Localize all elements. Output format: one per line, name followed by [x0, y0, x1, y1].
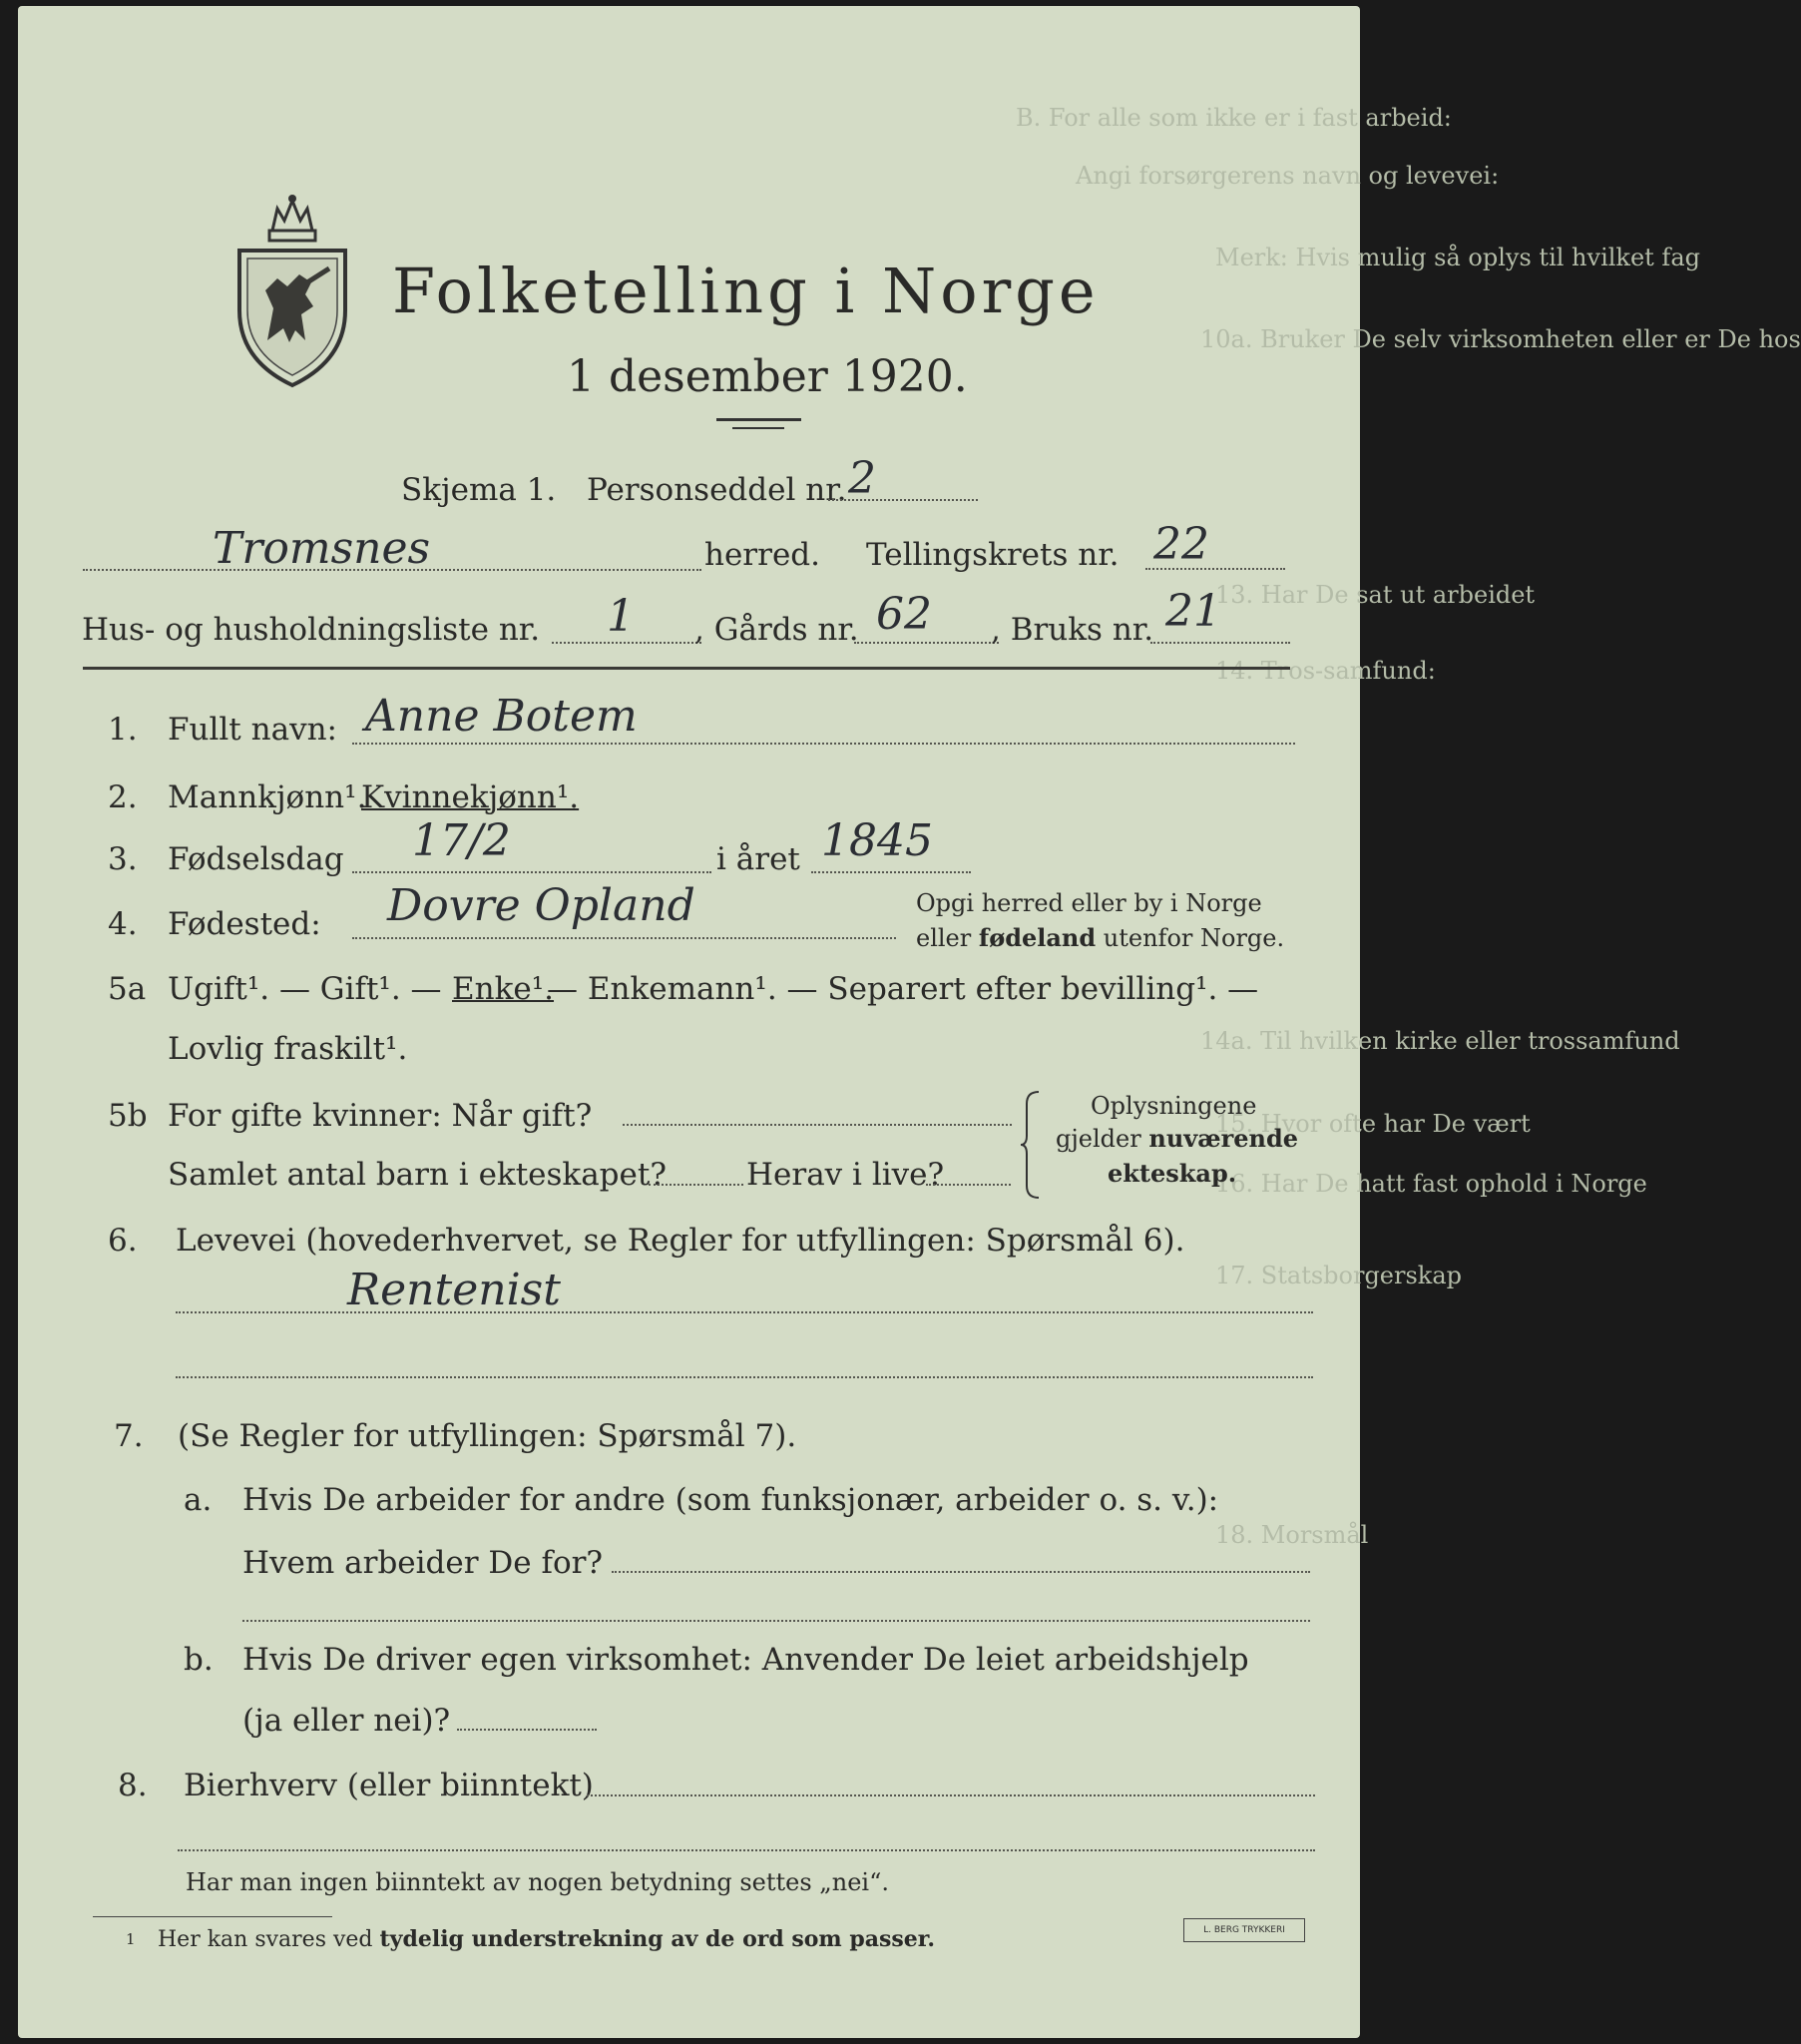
bruks-value: 21 [1165, 586, 1221, 637]
q6-number: 6. [108, 1223, 138, 1259]
birthyear-value: 1845 [821, 815, 933, 866]
children-alive-field[interactable] [926, 1184, 1011, 1186]
marital-status-options-a[interactable]: Ugift¹. — Gift¹. — [168, 971, 442, 1007]
q4-note-line1: Opgi herred eller by i Norge [916, 889, 1262, 917]
form-title: Folketelling i Norge [392, 255, 1100, 327]
q5a-number: 5a [108, 971, 147, 1007]
q6-label: Levevei (hovederhvervet, se Regler for utfyllingen: Spørsmål 6). [176, 1223, 1185, 1259]
birthyear-field[interactable] [811, 871, 971, 873]
q4-note-line2: eller fødeland utenfor Norge. [916, 923, 1285, 952]
brace-icon [1019, 1090, 1045, 1200]
bleed-through-text: 14a. Til hvilken kirke eller trossamfund [1200, 1027, 1680, 1055]
census-form-sheet [18, 6, 1801, 2038]
q7b-letter: b. [184, 1642, 214, 1678]
q5b-note-line1: Oplysningene [1091, 1092, 1257, 1120]
footnote-divider [93, 1916, 332, 1917]
bleed-through-text: Angi forsørgerens navn og levevei: [1076, 162, 1500, 190]
secondary-income-field-line2[interactable] [178, 1849, 1315, 1851]
q1-number: 1. [108, 712, 138, 748]
bruks-label: , Bruks nr. [991, 612, 1154, 648]
marital-status-enke-option[interactable]: Enke¹. [452, 971, 555, 1007]
husliste-field[interactable] [552, 642, 701, 644]
q5b-note-line2: gjelder nuværende [1056, 1124, 1299, 1153]
q5b-label-when: For gifte kvinner: Når gift? [168, 1098, 593, 1134]
bleed-through-text: 10a. Bruker De selv virksomheten eller er De hos [1200, 325, 1801, 353]
employer-field[interactable] [612, 1571, 1310, 1573]
bleed-through-text: 13. Har De sat ut arbeidet [1215, 581, 1536, 609]
q2-number: 2. [108, 779, 138, 815]
q7a-label: Hvis De arbeider for andre (som funksjonær, arbeider o. s. v.): [242, 1482, 1219, 1518]
occupation-field-line2[interactable] [176, 1376, 1313, 1378]
footnote-text: Her kan svares ved tydelig understrekning av de ord som passer. [158, 1926, 936, 1952]
gender-male-option[interactable]: Mannkjønn¹. [168, 779, 367, 815]
bleed-through-text: 18. Morsmål [1215, 1521, 1369, 1549]
full-name-field[interactable] [352, 743, 1295, 745]
gards-value: 62 [876, 589, 932, 640]
gards-label: , Gårds nr. [694, 612, 859, 648]
marital-status-divorced-option[interactable]: Lovlig fraskilt¹. [168, 1031, 408, 1067]
q7a-sub-label: Hvem arbeider De for? [242, 1545, 604, 1581]
schema-label: Skjema 1. [401, 472, 557, 508]
q4-label: Fødested: [168, 906, 321, 942]
norwegian-coat-of-arms-icon [227, 191, 357, 390]
gender-female-option[interactable]: Kvinnekjønn¹. [361, 779, 580, 815]
birthplace-field[interactable] [352, 937, 896, 939]
bleed-through-text: 16. Har De hatt fast ophold i Norge [1215, 1170, 1647, 1198]
gards-field[interactable] [854, 642, 999, 644]
bleed-through-text: 17. Statsborgerskap [1215, 1262, 1463, 1289]
tellingskrets-label: Tellingskrets nr. [866, 537, 1120, 573]
q5b-label-children: Samlet antal barn i ekteskapet? [168, 1157, 667, 1193]
printer-stamp: L. BERG TRYKKERI [1183, 1918, 1305, 1942]
q5b-note-line3: ekteskap. [1108, 1159, 1237, 1188]
title-divider [732, 427, 784, 429]
husliste-value: 1 [607, 591, 635, 642]
marital-status-options-b[interactable]: — Enkemann¹. — Separert efter bevilling¹. — [547, 971, 1259, 1007]
q7a-letter: a. [184, 1482, 213, 1518]
full-name-value: Anne Botem [365, 691, 638, 742]
q7b-sub-label: (ja eller nei)? [242, 1703, 451, 1739]
title-divider [716, 418, 801, 421]
q5b-number: 5b [108, 1098, 148, 1134]
section-divider [83, 667, 1290, 670]
bleed-through-text: Merk: Hvis mulig så oplys til hvilket fag [1215, 244, 1700, 271]
marriage-date-field[interactable] [623, 1124, 1012, 1126]
occupation-value: Rentenist [347, 1265, 561, 1315]
bleed-through-text: B. For alle som ikke er i fast arbeid: [1016, 104, 1452, 132]
q5b-label-alive: Herav i live? [746, 1157, 945, 1193]
occupation-field[interactable] [176, 1311, 1313, 1313]
employer-field-line2[interactable] [242, 1620, 1310, 1622]
herred-value: Tromsnes [213, 523, 431, 574]
secondary-income-field[interactable] [587, 1794, 1315, 1796]
q4-number: 4. [108, 906, 138, 942]
q7b-label: Hvis De driver egen virksomhet: Anvender De leiet arbeidshjelp [242, 1642, 1249, 1678]
birthdate-value: 17/2 [412, 815, 511, 866]
q3-year-label: i året [716, 841, 800, 877]
q8-number: 8. [118, 1768, 148, 1803]
q3-label: Fødselsdag [168, 841, 344, 877]
children-count-field[interactable] [649, 1184, 743, 1186]
husliste-label: Hus- og husholdningsliste nr. [82, 612, 541, 648]
q7-label: (Se Regler for utfyllingen: Spørsmål 7). [178, 1418, 797, 1454]
bleed-through-text: 15. Hvor ofte har De vært [1215, 1110, 1531, 1138]
footnote-mark: 1 [126, 1930, 136, 1948]
tellingskrets-value: 22 [1153, 519, 1209, 570]
personseddel-label: Personseddel nr. [587, 472, 847, 508]
q1-label: Fullt navn: [168, 712, 337, 748]
bleed-through-text: 14. Tros-samfund: [1215, 657, 1436, 685]
q8-note: Har man ingen biinntekt av nogen betydning settes „nei“. [186, 1868, 889, 1896]
herred-label: herred. [704, 537, 820, 573]
form-subtitle: 1 desember 1920. [567, 351, 968, 402]
q7-number: 7. [114, 1418, 144, 1454]
bruks-field[interactable] [1150, 642, 1290, 644]
personseddel-value: 2 [848, 453, 876, 504]
q3-number: 3. [108, 841, 138, 877]
q8-label: Bierhverv (eller biinntekt) [184, 1768, 594, 1803]
birthplace-value: Dovre Opland [387, 880, 695, 931]
birthdate-field[interactable] [352, 871, 711, 873]
hired-help-field[interactable] [457, 1729, 597, 1731]
